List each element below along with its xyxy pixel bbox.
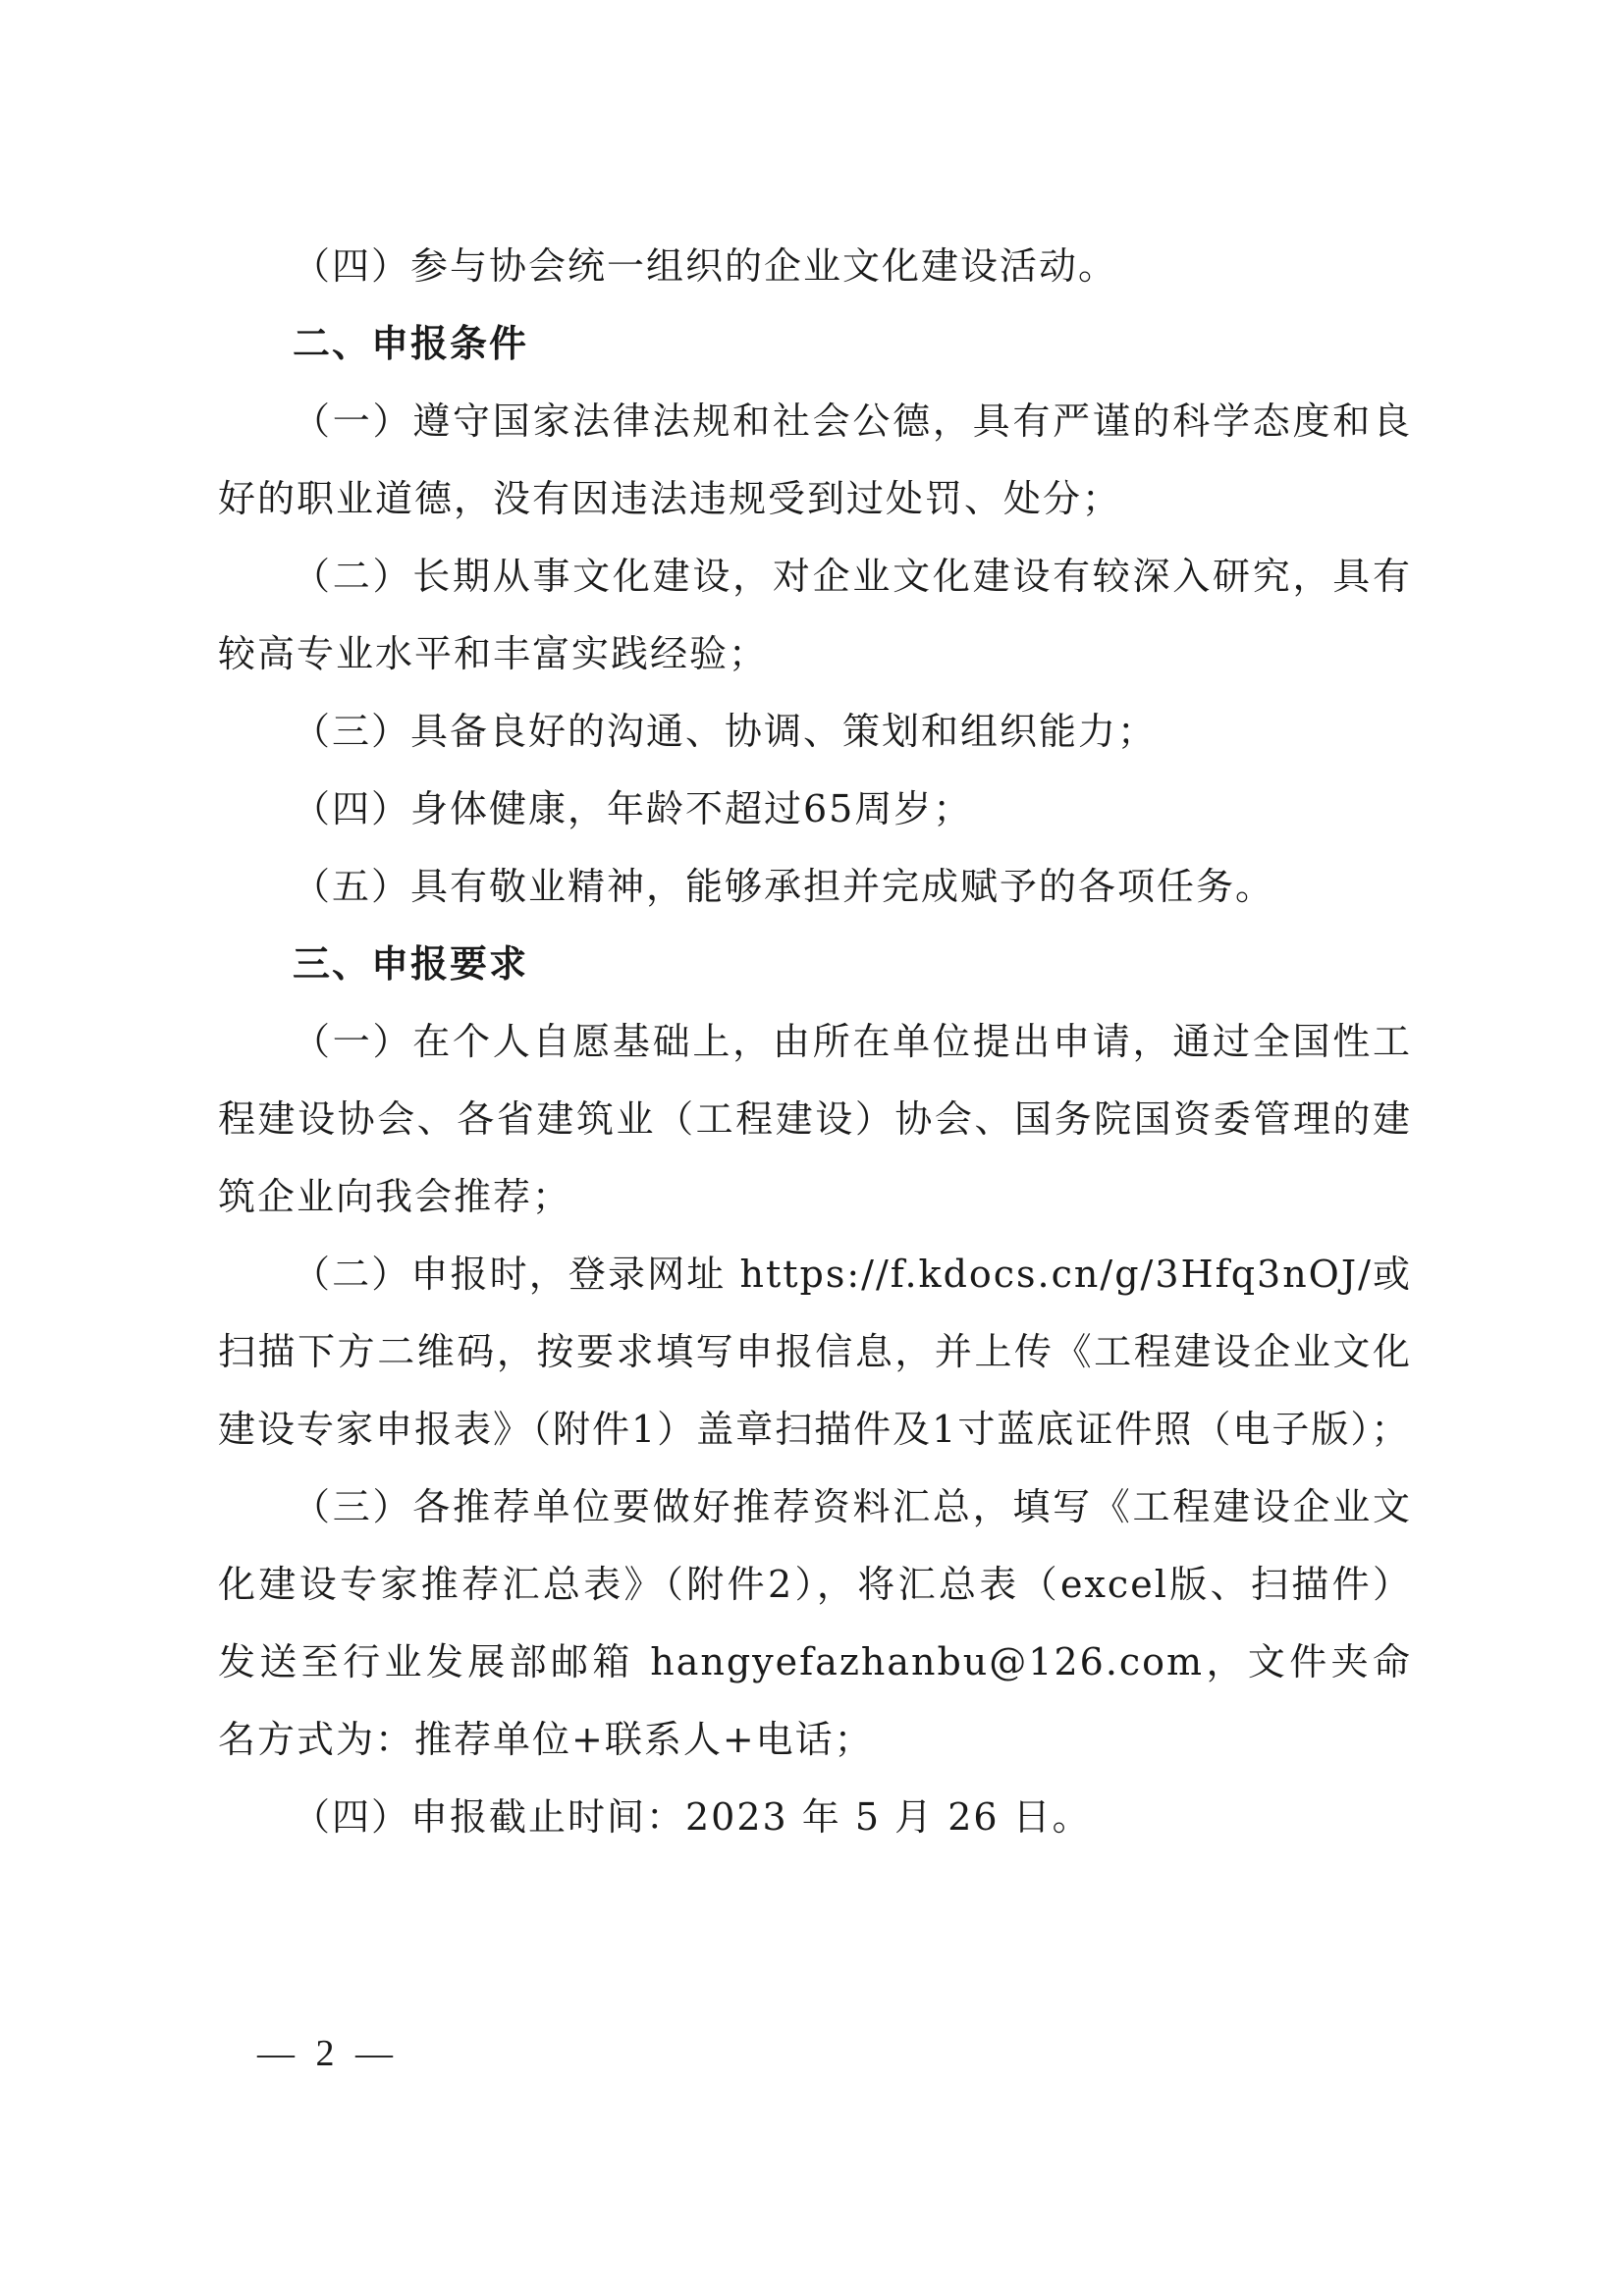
paragraph-item: （三）各推荐单位要做好推荐资料汇总，填写《工程建设企业文化建设专家推荐汇总表》（附件2），将汇总表（excel版、扫描件）发送至行业发展部邮箱 hangyefazhanbu@126.com，文件夹命名方式为：推荐单位+联系人+电话；	[218, 1485, 1412, 1761]
paragraph-item: （四）身体健康，年龄不超过65周岁；	[293, 787, 973, 830]
paragraph-item: （四）参与协会统一组织的企业文化建设活动。	[293, 244, 1118, 288]
paragraph-item: （四）申报截止时间：2023 年 5 月 26 日。	[293, 1795, 1092, 1839]
paragraph-item: （一）遵守国家法律法规和社会公德，具有严谨的科学态度和良好的职业道德，没有因违法违规受到过处罚、处分；	[218, 400, 1412, 520]
section-heading: 三、申报要求	[293, 942, 529, 986]
paragraph-item: （五）具有敬业精神，能够承担并完成赋予的各项任务。	[293, 865, 1275, 908]
paragraph-item: （三）具备良好的沟通、协调、策划和组织能力；	[293, 710, 1158, 753]
document-body	[218, 228, 1412, 1856]
section-heading: 二、申报条件	[293, 322, 529, 365]
paragraph-item: （二）长期从事文化建设，对企业文化建设有较深入研究，具有较高专业水平和丰富实践经验；	[218, 555, 1412, 675]
paragraph-item: （一）在个人自愿基础上，由所在单位提出申请，通过全国性工程建设协会、各省建筑业（工程建设）协会、国务院国资委管理的建筑企业向我会推荐；	[218, 1020, 1412, 1218]
paragraph-item: （二）申报时，登录网址 https://f.kdocs.cn/g/3Hfq3nOJ/或扫描下方二维码，按要求填写申报信息，并上传《工程建设企业文化建设专家申报表》（附件1）盖章扫描件及1寸蓝底证件照（电子版）；	[218, 1253, 1412, 1451]
page-number: — 2 —	[257, 2033, 399, 2074]
